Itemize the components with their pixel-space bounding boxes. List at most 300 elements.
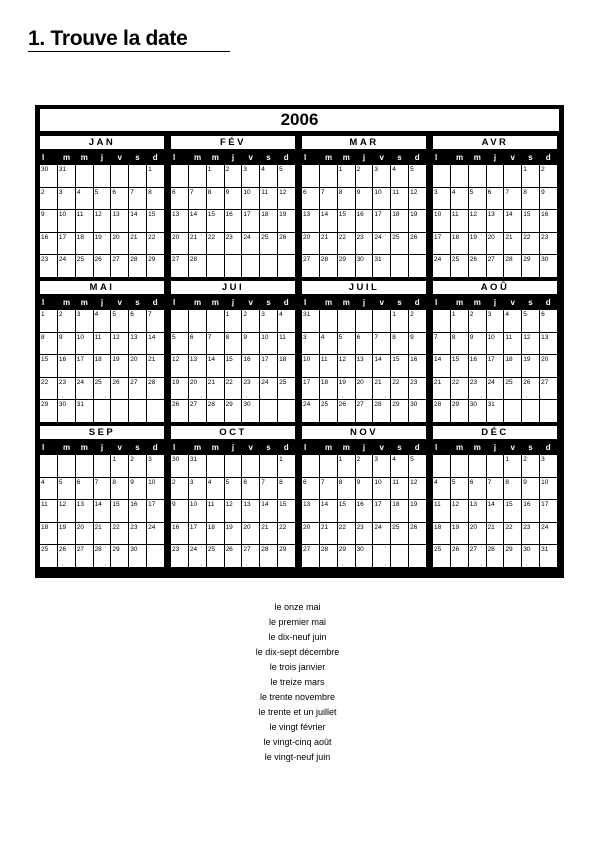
day-cell: 13 bbox=[302, 210, 319, 232]
weekday-header: l bbox=[173, 298, 176, 307]
day-cell: 16 bbox=[242, 355, 259, 377]
day-cell: 28 bbox=[433, 400, 450, 422]
day-cell: 24 bbox=[147, 523, 164, 545]
day-cell: 25 bbox=[94, 378, 111, 400]
day-cell bbox=[320, 165, 337, 187]
day-cell: 2 bbox=[409, 310, 426, 332]
weekday-header-row bbox=[302, 152, 426, 163]
day-cell: 10 bbox=[189, 500, 206, 522]
day-cell: 29 bbox=[391, 400, 408, 422]
day-cell bbox=[76, 455, 93, 477]
day-cell: 12 bbox=[225, 500, 242, 522]
date-phrase: le vingt-neuf juin bbox=[264, 752, 331, 762]
day-cell: 21 bbox=[147, 355, 164, 377]
page-title: 1. Trouve la date bbox=[28, 27, 188, 50]
day-cell: 24 bbox=[76, 378, 93, 400]
day-cell: 13 bbox=[487, 210, 504, 232]
weekday-header-row bbox=[171, 442, 295, 453]
month-name: NOV bbox=[302, 426, 426, 439]
day-cell: 6 bbox=[356, 333, 373, 355]
day-cell: 9 bbox=[469, 333, 486, 355]
day-cell bbox=[40, 455, 57, 477]
day-cell: 24 bbox=[373, 523, 390, 545]
day-cell: 20 bbox=[171, 233, 188, 255]
day-cell bbox=[58, 455, 75, 477]
day-cell: 7 bbox=[94, 478, 111, 500]
day-cell: 4 bbox=[504, 310, 521, 332]
day-cell: 19 bbox=[111, 355, 128, 377]
date-phrase: le vingt février bbox=[269, 722, 326, 732]
day-cell: 8 bbox=[338, 188, 355, 210]
day-cell: 8 bbox=[451, 333, 468, 355]
day-cell bbox=[260, 455, 277, 477]
day-cell: 13 bbox=[189, 355, 206, 377]
day-grid bbox=[433, 310, 557, 422]
day-cell: 20 bbox=[540, 355, 557, 377]
day-cell: 14 bbox=[487, 500, 504, 522]
day-cell: 10 bbox=[540, 478, 557, 500]
day-cell: 7 bbox=[260, 478, 277, 500]
weekday-header-row bbox=[171, 152, 295, 163]
day-cell: 20 bbox=[76, 523, 93, 545]
day-cell: 24 bbox=[260, 378, 277, 400]
day-cell: 20 bbox=[111, 233, 128, 255]
day-cell: 20 bbox=[469, 523, 486, 545]
day-cell: 28 bbox=[147, 378, 164, 400]
day-cell bbox=[171, 310, 188, 332]
day-cell: 9 bbox=[225, 188, 242, 210]
weekday-header: j bbox=[362, 443, 366, 452]
day-cell: 31 bbox=[58, 165, 75, 187]
day-grid bbox=[40, 455, 164, 567]
day-cell: 1 bbox=[522, 165, 539, 187]
day-cell: 20 bbox=[302, 523, 319, 545]
day-cell: 21 bbox=[129, 233, 146, 255]
day-cell: 6 bbox=[302, 478, 319, 500]
day-cell: 2 bbox=[129, 455, 146, 477]
month-name: DÉC bbox=[433, 426, 557, 439]
day-cell: 9 bbox=[409, 333, 426, 355]
months-grid bbox=[40, 136, 559, 576]
day-cell: 18 bbox=[451, 233, 468, 255]
day-cell: 14 bbox=[433, 355, 450, 377]
day-cell: 1 bbox=[40, 310, 57, 332]
day-cell bbox=[260, 400, 277, 422]
day-cell: 3 bbox=[242, 165, 259, 187]
day-cell: 10 bbox=[433, 210, 450, 232]
day-cell: 30 bbox=[540, 255, 557, 277]
day-cell: 13 bbox=[242, 500, 259, 522]
day-cell: 28 bbox=[320, 255, 337, 277]
date-phrases-list bbox=[0, 600, 595, 765]
day-cell: 16 bbox=[58, 355, 75, 377]
day-cell: 14 bbox=[260, 500, 277, 522]
day-grid bbox=[171, 165, 295, 277]
day-cell: 31 bbox=[302, 310, 319, 332]
day-cell: 6 bbox=[171, 188, 188, 210]
date-phrase: le premier mai bbox=[268, 617, 326, 627]
day-cell: 28 bbox=[373, 400, 390, 422]
day-cell: 26 bbox=[58, 545, 75, 567]
day-cell: 19 bbox=[58, 523, 75, 545]
day-cell: 16 bbox=[129, 500, 146, 522]
day-cell: 29 bbox=[451, 400, 468, 422]
day-cell: 4 bbox=[391, 165, 408, 187]
month-block bbox=[40, 426, 164, 567]
day-cell: 25 bbox=[278, 378, 295, 400]
day-cell: 22 bbox=[147, 233, 164, 255]
day-cell: 27 bbox=[111, 255, 128, 277]
day-cell: 2 bbox=[242, 310, 259, 332]
day-cell: 16 bbox=[522, 500, 539, 522]
weekday-header-row bbox=[171, 297, 295, 308]
day-cell: 9 bbox=[242, 333, 259, 355]
day-cell: 2 bbox=[225, 165, 242, 187]
weekday-header: v bbox=[117, 298, 122, 307]
month-block bbox=[40, 281, 164, 422]
day-cell: 10 bbox=[373, 478, 390, 500]
day-cell: 8 bbox=[504, 478, 521, 500]
day-cell: 29 bbox=[338, 545, 355, 567]
weekday-header: v bbox=[379, 443, 384, 452]
day-grid bbox=[171, 310, 295, 422]
day-cell: 1 bbox=[451, 310, 468, 332]
day-cell: 9 bbox=[356, 188, 373, 210]
month-name: OCT bbox=[171, 426, 295, 439]
day-cell bbox=[189, 165, 206, 187]
day-cell: 8 bbox=[111, 478, 128, 500]
day-cell: 30 bbox=[40, 165, 57, 187]
day-cell: 23 bbox=[58, 378, 75, 400]
day-cell bbox=[189, 310, 206, 332]
day-cell: 17 bbox=[189, 523, 206, 545]
day-cell: 31 bbox=[76, 400, 93, 422]
day-cell: 11 bbox=[391, 478, 408, 500]
weekday-header: d bbox=[283, 298, 289, 307]
weekday-header: l bbox=[42, 443, 45, 452]
weekday-header: l bbox=[42, 153, 45, 162]
date-phrase: le vingt-cinq août bbox=[263, 737, 332, 747]
weekday-header: s bbox=[266, 443, 271, 452]
day-cell: 12 bbox=[409, 188, 426, 210]
day-cell: 2 bbox=[469, 310, 486, 332]
day-cell: 22 bbox=[451, 378, 468, 400]
day-cell bbox=[504, 165, 521, 187]
day-cell: 17 bbox=[58, 233, 75, 255]
day-cell: 10 bbox=[373, 188, 390, 210]
day-cell: 18 bbox=[391, 500, 408, 522]
weekday-header: l bbox=[435, 298, 438, 307]
weekday-header: s bbox=[397, 153, 402, 162]
day-cell: 20 bbox=[242, 523, 259, 545]
day-cell: 18 bbox=[433, 523, 450, 545]
weekday-header: d bbox=[283, 443, 289, 452]
day-cell: 11 bbox=[320, 355, 337, 377]
day-cell: 2 bbox=[356, 455, 373, 477]
day-grid bbox=[40, 310, 164, 422]
weekday-header: d bbox=[414, 298, 420, 307]
day-cell: 12 bbox=[111, 333, 128, 355]
day-cell: 17 bbox=[487, 355, 504, 377]
day-cell: 27 bbox=[76, 545, 93, 567]
day-cell: 29 bbox=[225, 400, 242, 422]
weekday-header: j bbox=[362, 298, 366, 307]
day-cell: 17 bbox=[76, 355, 93, 377]
weekday-header: j bbox=[231, 443, 235, 452]
day-cell: 5 bbox=[94, 188, 111, 210]
day-grid bbox=[433, 165, 557, 277]
weekday-header: l bbox=[173, 443, 176, 452]
day-cell bbox=[278, 400, 295, 422]
day-cell bbox=[451, 455, 468, 477]
weekday-header: j bbox=[100, 153, 104, 162]
day-cell: 13 bbox=[356, 355, 373, 377]
day-cell: 31 bbox=[189, 455, 206, 477]
date-phrase: le trente novembre bbox=[259, 692, 336, 702]
day-cell: 26 bbox=[469, 255, 486, 277]
day-cell: 10 bbox=[147, 478, 164, 500]
day-cell: 11 bbox=[207, 500, 224, 522]
date-phrase: le trois janvier bbox=[269, 662, 326, 672]
day-cell bbox=[391, 545, 408, 567]
day-cell bbox=[260, 255, 277, 277]
day-grid bbox=[171, 455, 295, 567]
day-cell bbox=[373, 545, 390, 567]
day-cell: 26 bbox=[111, 378, 128, 400]
day-cell: 8 bbox=[225, 333, 242, 355]
day-cell: 3 bbox=[302, 333, 319, 355]
day-cell bbox=[278, 255, 295, 277]
day-cell: 29 bbox=[111, 545, 128, 567]
day-cell: 3 bbox=[540, 455, 557, 477]
day-cell bbox=[320, 455, 337, 477]
weekday-header: l bbox=[304, 153, 307, 162]
weekday-header-row bbox=[40, 442, 164, 453]
day-cell: 20 bbox=[356, 378, 373, 400]
day-cell: 11 bbox=[278, 333, 295, 355]
day-cell: 2 bbox=[540, 165, 557, 187]
day-cell: 11 bbox=[94, 333, 111, 355]
month-block bbox=[40, 136, 164, 277]
day-cell: 2 bbox=[171, 478, 188, 500]
day-cell: 12 bbox=[278, 188, 295, 210]
weekday-header-row bbox=[302, 442, 426, 453]
day-cell: 15 bbox=[225, 355, 242, 377]
weekday-header: j bbox=[231, 153, 235, 162]
day-cell: 19 bbox=[338, 378, 355, 400]
day-cell: 28 bbox=[320, 545, 337, 567]
day-cell: 8 bbox=[147, 188, 164, 210]
day-cell: 27 bbox=[242, 545, 259, 567]
weekday-header: d bbox=[152, 298, 158, 307]
weekday-header: d bbox=[414, 443, 420, 452]
weekday-header: l bbox=[304, 443, 307, 452]
day-cell: 21 bbox=[320, 233, 337, 255]
day-cell: 7 bbox=[433, 333, 450, 355]
day-cell: 12 bbox=[469, 210, 486, 232]
day-cell: 4 bbox=[433, 478, 450, 500]
weekday-header-row bbox=[433, 152, 557, 163]
weekday-header: v bbox=[248, 443, 253, 452]
day-cell: 17 bbox=[433, 233, 450, 255]
day-cell: 8 bbox=[338, 478, 355, 500]
day-cell: 6 bbox=[469, 478, 486, 500]
day-cell: 11 bbox=[433, 500, 450, 522]
day-cell: 6 bbox=[111, 188, 128, 210]
day-cell: 30 bbox=[409, 400, 426, 422]
day-cell: 23 bbox=[242, 378, 259, 400]
day-cell: 23 bbox=[356, 233, 373, 255]
weekday-header: m bbox=[456, 153, 464, 162]
date-phrase: le dix-sept décembre bbox=[255, 647, 340, 657]
date-phrase: le onze mai bbox=[274, 602, 321, 612]
day-cell: 27 bbox=[129, 378, 146, 400]
day-cell: 7 bbox=[487, 478, 504, 500]
day-cell bbox=[129, 165, 146, 187]
day-cell: 13 bbox=[76, 500, 93, 522]
weekday-header: j bbox=[100, 298, 104, 307]
weekday-header: d bbox=[545, 443, 551, 452]
day-cell: 8 bbox=[522, 188, 539, 210]
day-cell bbox=[469, 455, 486, 477]
day-cell: 14 bbox=[320, 500, 337, 522]
weekday-header: m bbox=[63, 443, 71, 452]
day-cell bbox=[129, 400, 146, 422]
day-cell: 1 bbox=[111, 455, 128, 477]
day-cell: 2 bbox=[40, 188, 57, 210]
month-name: JUIL bbox=[302, 281, 426, 294]
day-cell: 27 bbox=[302, 255, 319, 277]
day-cell: 20 bbox=[189, 378, 206, 400]
day-cell: 14 bbox=[504, 210, 521, 232]
day-cell bbox=[171, 165, 188, 187]
day-cell: 27 bbox=[189, 400, 206, 422]
day-cell: 21 bbox=[373, 378, 390, 400]
day-cell: 15 bbox=[338, 500, 355, 522]
day-cell bbox=[242, 455, 259, 477]
day-cell: 19 bbox=[469, 233, 486, 255]
weekday-header: m bbox=[456, 443, 464, 452]
calendar-2006 bbox=[35, 105, 564, 578]
day-cell: 13 bbox=[171, 210, 188, 232]
weekday-header-row bbox=[302, 297, 426, 308]
day-cell: 23 bbox=[540, 233, 557, 255]
day-cell: 15 bbox=[451, 355, 468, 377]
date-phrase: le treize mars bbox=[270, 677, 325, 687]
day-cell: 13 bbox=[469, 500, 486, 522]
day-cell: 30 bbox=[469, 400, 486, 422]
day-cell: 30 bbox=[171, 455, 188, 477]
day-cell: 23 bbox=[129, 523, 146, 545]
day-cell: 29 bbox=[147, 255, 164, 277]
day-cell: 2 bbox=[522, 455, 539, 477]
weekday-header: d bbox=[545, 298, 551, 307]
weekday-header: m bbox=[211, 298, 219, 307]
weekday-header: v bbox=[379, 153, 384, 162]
day-cell: 17 bbox=[373, 210, 390, 232]
day-cell: 3 bbox=[433, 188, 450, 210]
day-cell: 25 bbox=[320, 400, 337, 422]
day-cell: 11 bbox=[391, 188, 408, 210]
day-cell: 27 bbox=[469, 545, 486, 567]
weekday-header: m bbox=[342, 298, 350, 307]
day-cell: 25 bbox=[391, 523, 408, 545]
weekday-header: l bbox=[173, 153, 176, 162]
day-cell: 9 bbox=[356, 478, 373, 500]
day-cell: 24 bbox=[487, 378, 504, 400]
day-cell bbox=[302, 455, 319, 477]
weekday-header-row bbox=[433, 297, 557, 308]
day-cell: 15 bbox=[147, 210, 164, 232]
day-cell: 3 bbox=[76, 310, 93, 332]
month-name: MAR bbox=[302, 136, 426, 149]
weekday-header: j bbox=[231, 298, 235, 307]
day-cell: 19 bbox=[409, 210, 426, 232]
weekday-header: j bbox=[493, 298, 497, 307]
weekday-header-row bbox=[40, 152, 164, 163]
day-cell: 16 bbox=[225, 210, 242, 232]
day-cell: 16 bbox=[356, 500, 373, 522]
day-cell: 5 bbox=[171, 333, 188, 355]
day-cell: 30 bbox=[356, 255, 373, 277]
day-cell: 26 bbox=[522, 378, 539, 400]
day-cell: 9 bbox=[40, 210, 57, 232]
weekday-header: v bbox=[510, 153, 515, 162]
day-cell: 3 bbox=[147, 455, 164, 477]
day-cell: 1 bbox=[391, 310, 408, 332]
weekday-header: d bbox=[152, 153, 158, 162]
day-cell: 26 bbox=[94, 255, 111, 277]
day-cell: 28 bbox=[504, 255, 521, 277]
day-cell: 10 bbox=[76, 333, 93, 355]
weekday-header: l bbox=[435, 153, 438, 162]
day-cell: 14 bbox=[129, 210, 146, 232]
day-cell: 31 bbox=[373, 255, 390, 277]
day-cell bbox=[147, 545, 164, 567]
day-cell: 13 bbox=[540, 333, 557, 355]
day-cell: 27 bbox=[171, 255, 188, 277]
weekday-header: s bbox=[528, 153, 533, 162]
day-cell bbox=[373, 310, 390, 332]
day-cell: 19 bbox=[451, 523, 468, 545]
day-cell: 14 bbox=[320, 210, 337, 232]
day-cell: 23 bbox=[469, 378, 486, 400]
day-cell: 21 bbox=[487, 523, 504, 545]
day-cell: 7 bbox=[207, 333, 224, 355]
day-cell: 30 bbox=[58, 400, 75, 422]
day-cell: 30 bbox=[242, 400, 259, 422]
day-cell: 4 bbox=[278, 310, 295, 332]
weekday-header: j bbox=[100, 443, 104, 452]
day-cell: 22 bbox=[278, 523, 295, 545]
day-cell: 1 bbox=[207, 165, 224, 187]
day-cell: 9 bbox=[58, 333, 75, 355]
day-cell: 5 bbox=[451, 478, 468, 500]
day-cell: 24 bbox=[373, 233, 390, 255]
day-cell: 25 bbox=[504, 378, 521, 400]
day-cell: 26 bbox=[278, 233, 295, 255]
weekday-header-row bbox=[433, 442, 557, 453]
month-name: JUI bbox=[171, 281, 295, 294]
day-cell: 5 bbox=[278, 165, 295, 187]
day-cell: 7 bbox=[189, 188, 206, 210]
day-cell: 10 bbox=[58, 210, 75, 232]
day-cell: 13 bbox=[129, 333, 146, 355]
day-cell: 6 bbox=[76, 478, 93, 500]
weekday-header: s bbox=[135, 443, 140, 452]
day-cell: 7 bbox=[147, 310, 164, 332]
weekday-header: l bbox=[42, 298, 45, 307]
